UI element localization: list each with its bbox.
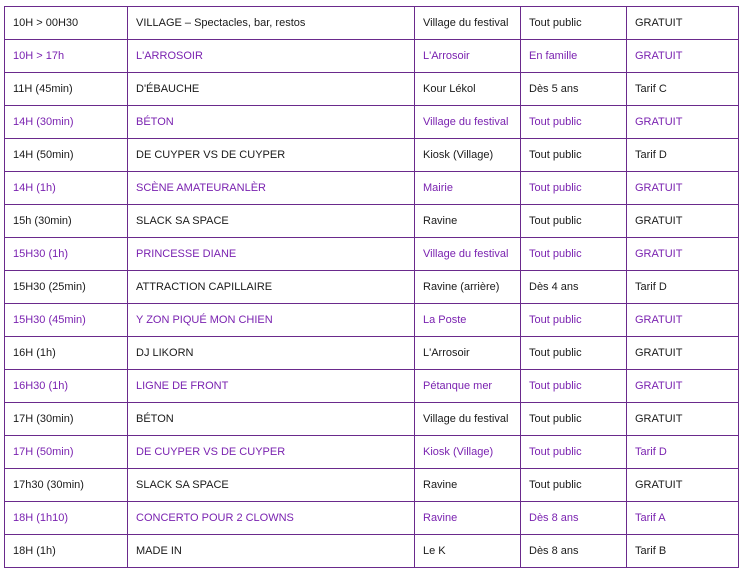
time-cell: 11H (45min) <box>5 73 128 106</box>
audience-cell: Dès 8 ans <box>521 535 627 568</box>
place-cell: Village du festival <box>415 238 521 271</box>
show-cell: PRINCESSE DIANE <box>128 238 415 271</box>
price-cell: GRATUIT <box>627 7 739 40</box>
table-row <box>5 469 739 502</box>
audience-cell: Tout public <box>521 106 627 139</box>
price-cell: Tarif B <box>627 535 739 568</box>
place-cell: Kiosk (Village) <box>415 139 521 172</box>
time-cell: 14H (50min) <box>5 139 128 172</box>
table-row <box>5 139 739 172</box>
show-cell: DJ LIKORN <box>128 337 415 370</box>
audience-cell: Dès 4 ans <box>521 271 627 304</box>
time-cell: 14H (30min) <box>5 106 128 139</box>
show-cell: DE CUYPER VS DE CUYPER <box>128 436 415 469</box>
show-cell: SLACK SA SPACE <box>128 469 415 502</box>
price-cell: GRATUIT <box>627 403 739 436</box>
audience-cell: Tout public <box>521 238 627 271</box>
audience-cell: Tout public <box>521 7 627 40</box>
price-cell: GRATUIT <box>627 304 739 337</box>
price-cell: Tarif C <box>627 73 739 106</box>
show-cell: LIGNE DE FRONT <box>128 370 415 403</box>
table-row <box>5 337 739 370</box>
audience-cell: Tout public <box>521 469 627 502</box>
price-cell: GRATUIT <box>627 370 739 403</box>
place-cell: Ravine <box>415 502 521 535</box>
price-cell: GRATUIT <box>627 172 739 205</box>
time-cell: 15H30 (45min) <box>5 304 128 337</box>
price-cell: Tarif D <box>627 271 739 304</box>
time-cell: 15H30 (25min) <box>5 271 128 304</box>
time-cell: 17h30 (30min) <box>5 469 128 502</box>
time-cell: 17H (30min) <box>5 403 128 436</box>
audience-cell: Dès 8 ans <box>521 502 627 535</box>
table-row <box>5 436 739 469</box>
table-row <box>5 172 739 205</box>
price-cell: GRATUIT <box>627 106 739 139</box>
place-cell: Kiosk (Village) <box>415 436 521 469</box>
place-cell: Pétanque mer <box>415 370 521 403</box>
price-cell: GRATUIT <box>627 238 739 271</box>
schedule-table <box>4 6 739 568</box>
show-cell: DE CUYPER VS DE CUYPER <box>128 139 415 172</box>
show-cell: Y ZON PIQUÉ MON CHIEN <box>128 304 415 337</box>
time-cell: 10H > 17h <box>5 40 128 73</box>
place-cell: Village du festival <box>415 7 521 40</box>
table-row <box>5 304 739 337</box>
time-cell: 15h (30min) <box>5 205 128 238</box>
show-cell: SCÈNE AMATEURANLÈR <box>128 172 415 205</box>
table-row <box>5 502 739 535</box>
table-row <box>5 73 739 106</box>
place-cell: Village du festival <box>415 106 521 139</box>
audience-cell: Tout public <box>521 304 627 337</box>
table-row <box>5 106 739 139</box>
table-row <box>5 7 739 40</box>
time-cell: 18H (1h) <box>5 535 128 568</box>
show-cell: ATTRACTION CAPILLAIRE <box>128 271 415 304</box>
price-cell: GRATUIT <box>627 469 739 502</box>
place-cell: Ravine <box>415 205 521 238</box>
show-cell: L'ARROSOIR <box>128 40 415 73</box>
place-cell: La Poste <box>415 304 521 337</box>
audience-cell: Tout public <box>521 337 627 370</box>
price-cell: GRATUIT <box>627 205 739 238</box>
place-cell: L'Arrosoir <box>415 337 521 370</box>
table-row <box>5 535 739 568</box>
place-cell: Mairie <box>415 172 521 205</box>
show-cell: BÉTON <box>128 403 415 436</box>
show-cell: CONCERTO POUR 2 CLOWNS <box>128 502 415 535</box>
table-row <box>5 40 739 73</box>
table-row <box>5 238 739 271</box>
audience-cell: Tout public <box>521 436 627 469</box>
place-cell: Ravine <box>415 469 521 502</box>
place-cell: Le K <box>415 535 521 568</box>
show-cell: MADE IN <box>128 535 415 568</box>
price-cell: GRATUIT <box>627 40 739 73</box>
show-cell: VILLAGE – Spectacles, bar, restos <box>128 7 415 40</box>
price-cell: Tarif A <box>627 502 739 535</box>
table-row <box>5 370 739 403</box>
price-cell: GRATUIT <box>627 337 739 370</box>
audience-cell: En famille <box>521 40 627 73</box>
schedule-body <box>5 7 739 568</box>
audience-cell: Tout public <box>521 403 627 436</box>
time-cell: 15H30 (1h) <box>5 238 128 271</box>
time-cell: 10H > 00H30 <box>5 7 128 40</box>
place-cell: Ravine (arrière) <box>415 271 521 304</box>
table-row <box>5 205 739 238</box>
time-cell: 17H (50min) <box>5 436 128 469</box>
place-cell: Kour Lékol <box>415 73 521 106</box>
audience-cell: Tout public <box>521 172 627 205</box>
place-cell: L'Arrosoir <box>415 40 521 73</box>
time-cell: 18H (1h10) <box>5 502 128 535</box>
audience-cell: Tout public <box>521 205 627 238</box>
table-row <box>5 271 739 304</box>
price-cell: Tarif D <box>627 139 739 172</box>
time-cell: 14H (1h) <box>5 172 128 205</box>
show-cell: SLACK SA SPACE <box>128 205 415 238</box>
price-cell: Tarif D <box>627 436 739 469</box>
show-cell: BÉTON <box>128 106 415 139</box>
table-row <box>5 403 739 436</box>
show-cell: D'ÉBAUCHE <box>128 73 415 106</box>
place-cell: Village du festival <box>415 403 521 436</box>
time-cell: 16H30 (1h) <box>5 370 128 403</box>
audience-cell: Tout public <box>521 139 627 172</box>
audience-cell: Tout public <box>521 370 627 403</box>
time-cell: 16H (1h) <box>5 337 128 370</box>
audience-cell: Dès 5 ans <box>521 73 627 106</box>
